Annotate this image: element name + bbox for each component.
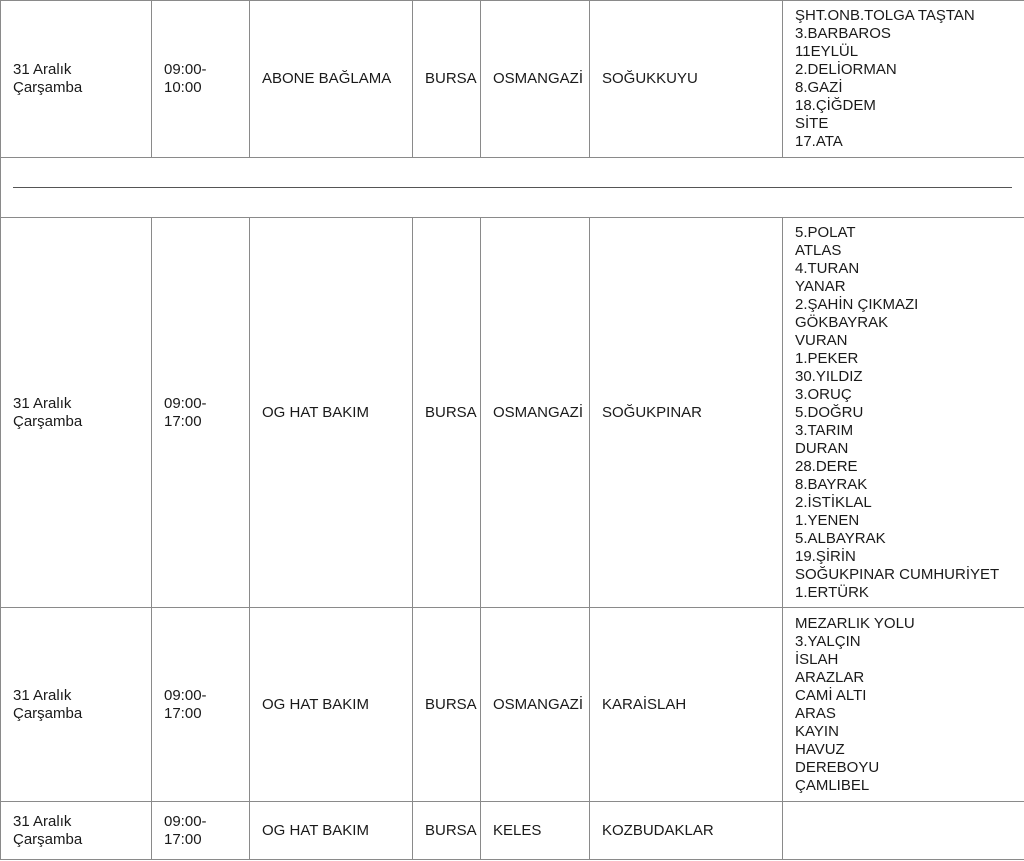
street-item: 5.POLAT	[795, 223, 856, 241]
work-type-cell: OG HAT BAKIM	[250, 608, 413, 802]
time-cell	[152, 1, 250, 158]
street-item: VURAN	[795, 331, 848, 349]
start-time: 09:00-	[164, 394, 207, 412]
district-cell: OSMANGAZİ	[481, 218, 590, 608]
street-item: DURAN	[795, 439, 849, 457]
street-item: ŞHT.ONB.TOLGA TAŞTAN	[795, 7, 975, 24]
street-item: MEZARLIK YOLU	[795, 614, 915, 632]
table-row	[1, 802, 1024, 860]
city-cell: BURSA	[413, 802, 481, 860]
district-cell: KELES	[481, 802, 590, 860]
work-type-cell: OG HAT BAKIM	[250, 802, 413, 860]
time-cell	[152, 218, 250, 608]
end-time: 17:00	[164, 704, 202, 722]
neighborhood-cell: SOĞUKKUYU	[590, 1, 783, 158]
start-time: 09:00-	[164, 61, 207, 78]
date-text: 31 Aralık	[13, 812, 72, 830]
table-row	[1, 1, 1024, 158]
city-cell: BURSA	[413, 608, 481, 802]
date-cell	[1, 1, 152, 158]
work-type-cell: OG HAT BAKIM	[250, 218, 413, 608]
street-item: SOĞUKPINAR CUMHURİYET	[795, 565, 1000, 583]
street-item: ARAS	[795, 704, 836, 722]
table-row	[1, 608, 1024, 802]
street-item: SİTE	[795, 115, 829, 132]
separator-cell	[1, 158, 1024, 218]
district-cell: OSMANGAZİ	[481, 1, 590, 158]
neighborhood-cell: KARAİSLAH	[590, 608, 783, 802]
date-cell	[1, 608, 152, 802]
separator-row	[1, 158, 1024, 218]
day-text: Çarşamba	[13, 830, 83, 848]
table-row	[1, 218, 1024, 608]
streets-cell	[783, 218, 1024, 608]
street-item: 1.YENEN	[795, 511, 860, 529]
date-cell	[1, 802, 152, 860]
street-item: CAMİ ALTI	[795, 686, 867, 704]
street-item: İSLAH	[795, 650, 839, 668]
street-item: 28.DERE	[795, 457, 858, 475]
street-item: 1.PEKER	[795, 349, 859, 367]
street-item: 2.İSTİKLAL	[795, 493, 872, 511]
end-time: 17:00	[164, 830, 202, 848]
city-cell: BURSA	[413, 218, 481, 608]
street-item: 30.YILDIZ	[795, 367, 863, 385]
start-time: 09:00-	[164, 812, 207, 830]
street-item: 8.BAYRAK	[795, 475, 868, 493]
time-cell	[152, 608, 250, 802]
streets-cell	[783, 802, 1024, 860]
street-item: 1.ERTÜRK	[795, 583, 869, 601]
street-item: KAYIN	[795, 722, 839, 740]
street-item: 5.ALBAYRAK	[795, 529, 886, 547]
city-cell: BURSA	[413, 1, 481, 158]
street-item: GÖKBAYRAK	[795, 313, 889, 331]
day-text: Çarşamba	[13, 412, 83, 430]
time-cell	[152, 802, 250, 860]
street-item: 3.BARBAROS	[795, 25, 891, 42]
street-item: ATLAS	[795, 241, 842, 259]
neighborhood-cell: KOZBUDAKLAR	[590, 802, 783, 860]
streets-cell	[783, 608, 1024, 802]
end-time: 10:00	[164, 79, 202, 96]
street-item: 11EYLÜL	[795, 43, 859, 60]
day-text: Çarşamba	[13, 79, 83, 96]
work-type-cell: ABONE BAĞLAMA	[250, 1, 413, 158]
date-text: 31 Aralık	[13, 686, 72, 704]
street-item: 18.ÇİĞDEM	[795, 97, 876, 114]
street-item: 3.TARIM	[795, 421, 854, 439]
street-item: 8.GAZİ	[795, 79, 843, 96]
street-item: 3.ORUÇ	[795, 385, 852, 403]
street-item: HAVUZ	[795, 740, 845, 758]
neighborhood-cell: SOĞUKPINAR	[590, 218, 783, 608]
street-item: ÇAMLIBEL	[795, 776, 870, 794]
street-item: ARAZLAR	[795, 668, 865, 686]
street-item: 19.ŞİRİN	[795, 547, 856, 565]
street-item: 5.DOĞRU	[795, 403, 864, 421]
start-time: 09:00-	[164, 686, 207, 704]
day-text: Çarşamba	[13, 704, 83, 722]
street-item: YANAR	[795, 277, 846, 295]
district-cell: OSMANGAZİ	[481, 608, 590, 802]
street-item: 3.YALÇIN	[795, 632, 861, 650]
street-item: DEREBOYU	[795, 758, 880, 776]
street-item: 17.ATA	[795, 133, 843, 150]
horizontal-rule	[13, 187, 1012, 188]
date-cell	[1, 218, 152, 608]
street-item: 2.DELİORMAN	[795, 61, 897, 78]
streets-cell	[783, 1, 1024, 158]
street-item: 4.TURAN	[795, 259, 860, 277]
date-text: 31 Aralık	[13, 61, 72, 78]
date-text: 31 Aralık	[13, 394, 72, 412]
end-time: 17:00	[164, 412, 202, 430]
street-item: 2.ŞAHİN ÇIKMAZI	[795, 295, 919, 313]
